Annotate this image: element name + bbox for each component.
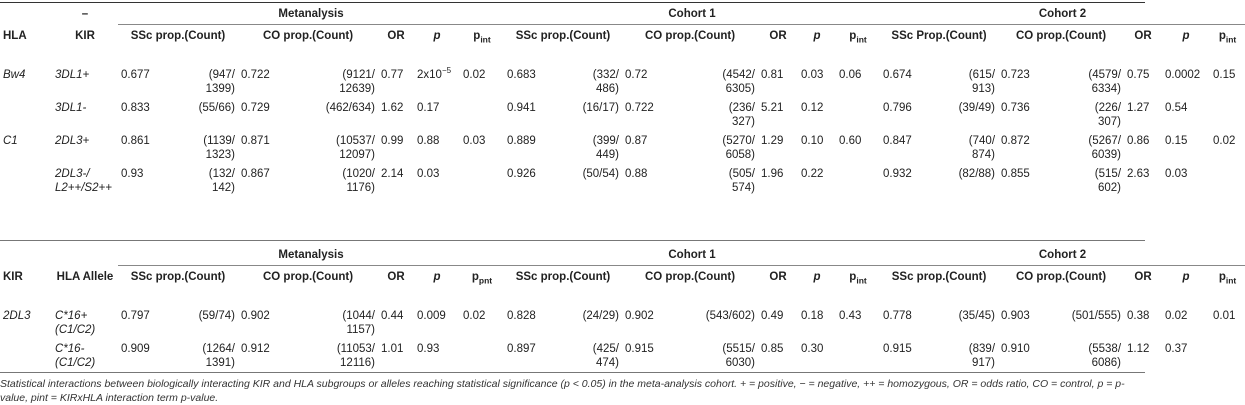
kir-cell: 3DL1- <box>55 101 87 114</box>
column-header-hla: HLA <box>3 29 27 42</box>
column-header-or: OR <box>387 271 405 283</box>
value-cell: 0.03 <box>801 68 824 81</box>
table-row <box>0 129 1245 162</box>
value-cell: 0.915 <box>883 342 912 355</box>
value-cell: 0.683 <box>507 68 536 81</box>
value-cell: 0.22 <box>801 167 824 180</box>
value-cell: 0.02 <box>1213 134 1236 147</box>
column-header-ssc: SSc prop.(Count) <box>130 30 226 42</box>
value-cell: 0.02 <box>1165 309 1188 322</box>
kir-cell: 3DL1+ <box>55 68 90 81</box>
value-cell: (39/49) <box>958 101 996 114</box>
column-header-or: OR <box>769 271 787 283</box>
table-row <box>0 337 1245 370</box>
value-cell: 0.912 <box>241 342 270 355</box>
value-cell: (462/634) <box>325 101 375 114</box>
value-cell: 0.926 <box>507 167 536 180</box>
column-header-co: CO prop.(Count) <box>1015 271 1107 283</box>
column-header-ssc: SSc prop.(Count) <box>891 271 987 283</box>
value-cell: 0.897 <box>507 342 536 355</box>
group-header-metanalysis: Metanalysis <box>118 4 504 25</box>
value-cell: 0.02 <box>463 68 486 81</box>
value-cell <box>1210 162 1245 195</box>
value-cell: (5267/ 6039) <box>1088 134 1122 161</box>
value-cell: 0.915 <box>625 342 654 355</box>
value-cell: 0.01 <box>1213 309 1236 322</box>
value-cell: 1.12 <box>1127 342 1150 355</box>
section-divider <box>0 240 1145 241</box>
column-header-co: CO prop.(Count) <box>644 30 736 42</box>
column-header-hla-allele: HLA Allele <box>56 270 114 283</box>
value-cell: (1139/ 1323) <box>203 134 235 161</box>
top-rule <box>0 2 1145 3</box>
group-header-cohort-2: Cohort 2 <box>880 245 1245 266</box>
value-cell: (16/17) <box>582 101 619 114</box>
value-cell: 1.96 <box>761 167 784 180</box>
value-cell: 0.49 <box>761 309 784 322</box>
column-header-kir: KIR <box>3 270 23 283</box>
value-cell <box>836 162 880 195</box>
table-hla-kir <box>0 4 1245 195</box>
column-header-pint: $p_{int}$ <box>849 271 867 286</box>
value-cell: 0.60 <box>839 134 862 147</box>
value-cell: (11053/ 12116) <box>336 342 375 369</box>
value-cell: 0.902 <box>625 309 654 322</box>
value-cell: 0.932 <box>883 167 912 180</box>
allele-cell: C*16- (C1/C2) <box>55 342 96 369</box>
value-cell: 0.871 <box>241 134 270 147</box>
value-cell: 0.796 <box>883 101 912 114</box>
value-cell: 0.729 <box>241 101 270 114</box>
value-cell: (399/ 449) <box>592 134 619 161</box>
value-cell: 1.01 <box>381 342 404 355</box>
value-cell: (1020/ 1176) <box>342 167 375 194</box>
value-cell: 0.15 <box>1165 134 1188 147</box>
kir-cell <box>0 337 52 370</box>
kir-cell: 2DL3 <box>3 309 31 322</box>
value-cell: (501/555) <box>1071 309 1122 322</box>
value-cell: (505/ 574) <box>728 167 755 194</box>
column-header-ssc: SSc Prop.(Count) <box>891 30 987 42</box>
value-cell: 0.03 <box>463 134 486 147</box>
bottom-rule <box>0 372 1145 373</box>
value-cell: 0.77 <box>381 68 404 81</box>
value-cell: 0.02 <box>463 309 486 322</box>
value-cell <box>460 162 504 195</box>
value-cell: 0.88 <box>625 167 648 180</box>
value-cell: (615/ 913) <box>968 68 996 95</box>
value-cell <box>1210 96 1245 129</box>
column-header-p: p <box>1182 271 1190 283</box>
column-header-kir: KIR <box>75 29 95 42</box>
value-cell: (5538/ 6086) <box>1088 342 1122 369</box>
column-header-ssc: SSc prop.(Count) <box>130 271 226 283</box>
value-cell: (5270/ 6058) <box>722 134 755 161</box>
column-header-or: OR <box>387 30 405 42</box>
column-header-p: p <box>433 30 441 42</box>
value-cell: 0.87 <box>625 134 648 147</box>
value-cell: 0.54 <box>1165 101 1188 114</box>
value-cell: (4579/ 6334) <box>1088 68 1122 95</box>
hla-cell <box>0 162 52 195</box>
column-header-p: p <box>813 30 821 42</box>
hla-cell: Bw4 <box>3 68 26 81</box>
value-cell: 0.736 <box>1001 101 1030 114</box>
group-header-cohort-1: Cohort 1 <box>504 245 880 266</box>
value-cell: 0.778 <box>883 309 912 322</box>
value-cell: 0.12 <box>801 101 824 114</box>
value-cell: 0.674 <box>883 68 912 81</box>
hla-cell: C1 <box>3 134 18 147</box>
group-header-cohort-2: Cohort 2 <box>880 4 1245 25</box>
value-cell: (1264/ 1391) <box>202 342 235 369</box>
column-header-pint: $p_{int}$ <box>473 30 491 45</box>
value-cell: 0.72 <box>625 68 648 81</box>
value-cell: 0.06 <box>839 68 862 81</box>
column-header-pint: $p_{int}$ <box>1218 271 1237 286</box>
column-header-p: p <box>433 271 441 283</box>
value-cell: 0.38 <box>1127 309 1150 322</box>
value-cell: (50/54) <box>582 167 619 180</box>
value-cell: 0.03 <box>417 167 440 180</box>
value-cell <box>460 337 504 370</box>
column-header-or: OR <box>1134 271 1152 283</box>
value-cell: 0.872 <box>1001 134 1030 147</box>
value-cell: (947/ 1399) <box>205 68 235 95</box>
value-cell: 0.723 <box>1001 68 1030 81</box>
column-header-p: p <box>1182 30 1190 42</box>
table-kir-allele <box>0 245 1245 370</box>
column-header-ssc: SSc prop.(Count) <box>515 271 611 283</box>
value-cell: 0.93 <box>121 167 144 180</box>
value-cell: (425/ 474) <box>592 342 619 369</box>
value-cell: 0.81 <box>761 68 784 81</box>
value-cell: 1.62 <box>381 101 404 114</box>
value-cell: 0.902 <box>241 309 270 322</box>
value-cell: (132/ 142) <box>208 167 235 194</box>
allele-cell: C*16+ (C1/C2) <box>55 309 96 336</box>
value-cell: 0.75 <box>1127 68 1150 81</box>
value-cell: (35/45) <box>958 309 996 322</box>
value-cell <box>836 337 880 370</box>
value-cell: (59/74) <box>198 309 235 322</box>
value-cell: (332/ 486) <box>592 68 619 95</box>
group-header-metanalysis: Metanalysis <box>118 245 504 266</box>
column-header-pint: $p_{int}$ <box>1218 30 1237 45</box>
value-cell: 0.941 <box>507 101 536 114</box>
value-cell: 0.88 <box>417 134 440 147</box>
value-cell: 0.722 <box>625 101 654 114</box>
value-cell: 1.27 <box>1127 101 1150 114</box>
value-cell: (24/29) <box>582 309 619 322</box>
value-cell: 0.17 <box>417 101 440 114</box>
kir-cell: 2DL3+ <box>55 134 90 147</box>
value-cell: 0.85 <box>761 342 784 355</box>
column-header-pint: $p_{int}$ <box>849 30 867 45</box>
value-cell: (543/602) <box>705 309 755 322</box>
value-cell: (5515/ 6030) <box>722 342 755 369</box>
value-cell: $2x10^{-5}$ <box>417 65 452 81</box>
column-header-co: CO prop.(Count) <box>262 271 354 283</box>
value-cell <box>836 96 880 129</box>
table-row <box>0 96 1245 129</box>
value-cell: 0.03 <box>1165 167 1188 180</box>
kir-cell: 2DL3-/ L2++/S2++ <box>55 167 112 194</box>
value-cell: (55/66) <box>198 101 235 114</box>
column-header-ppnt: $p_{pnt}$ <box>471 271 493 286</box>
value-cell: 0.909 <box>121 342 150 355</box>
value-cell: 0.30 <box>801 342 824 355</box>
value-cell: 0.0002 <box>1165 68 1201 81</box>
value-cell: 2.14 <box>381 167 404 180</box>
value-cell <box>460 96 504 129</box>
column-header-co: CO prop.(Count) <box>644 271 736 283</box>
value-cell: (10537/ 12097) <box>335 134 375 161</box>
hla-cell <box>0 96 52 129</box>
value-cell: (9121/ 12639) <box>339 68 375 95</box>
group-header-cohort-1: Cohort 1 <box>504 4 880 25</box>
value-cell: 0.37 <box>1165 342 1188 355</box>
value-cell: (839/ 917) <box>968 342 996 369</box>
value-cell: 0.889 <box>507 134 536 147</box>
table-footnote: Statistical interactions between biologically interacting KIR and HLA subgroups or alleles reaching statistical significance (p < 0.05) in the meta-analysis cohort. + = positive, − = negative, ++ = homozygous, OR = odds ratio, CO = control, p = p-value, pint = KIRxHLA interaction term p-value. <box>0 378 1125 404</box>
value-cell: (740/ 874) <box>968 134 996 161</box>
column-header-co: CO prop.(Count) <box>262 30 354 42</box>
value-cell: 1.29 <box>761 134 784 147</box>
value-cell: 0.867 <box>241 167 270 180</box>
exponent: −5 <box>441 65 452 75</box>
value-cell: 0.99 <box>381 134 404 147</box>
value-cell: 0.903 <box>1001 309 1030 322</box>
value-cell: (82/88) <box>958 167 996 180</box>
value-cell: 0.855 <box>1001 167 1030 180</box>
value-cell: 0.861 <box>121 134 150 147</box>
column-header-ssc: SSc prop.(Count) <box>515 30 611 42</box>
table-row <box>0 63 1245 96</box>
value-cell: 0.18 <box>801 309 824 322</box>
value-cell: 0.847 <box>883 134 912 147</box>
value-cell: 0.833 <box>121 101 150 114</box>
header-dash: – <box>81 8 89 21</box>
value-cell: 0.15 <box>1213 68 1236 81</box>
value-cell: 0.677 <box>121 68 150 81</box>
value-cell <box>1210 337 1245 370</box>
value-cell: (226/ 307) <box>1094 101 1122 128</box>
value-cell: 2.63 <box>1127 167 1150 180</box>
value-cell: 0.43 <box>839 309 862 322</box>
value-cell: (4542/ 6305) <box>722 68 755 95</box>
value-cell: 0.828 <box>507 309 536 322</box>
value-cell: 0.797 <box>121 309 150 322</box>
column-header-or: OR <box>1134 30 1152 42</box>
value-cell: 0.10 <box>801 134 824 147</box>
column-header-p: p <box>813 271 821 283</box>
value-cell: (515/ 602) <box>1094 167 1122 194</box>
value-cell: (236/ 327) <box>728 101 755 128</box>
table-row <box>0 162 1245 195</box>
value-cell: 0.44 <box>381 309 404 322</box>
value-cell: 5.21 <box>761 101 784 114</box>
column-header-or: OR <box>769 30 787 42</box>
value-cell: 0.93 <box>417 342 440 355</box>
value-cell: 0.009 <box>417 309 446 322</box>
table-row <box>0 304 1245 337</box>
value-cell: 0.86 <box>1127 134 1150 147</box>
column-header-co: CO prop.(Count) <box>1015 30 1107 42</box>
value-cell: 0.722 <box>241 68 270 81</box>
value-cell: 0.910 <box>1001 342 1030 355</box>
value-cell: (1044/ 1157) <box>342 309 375 336</box>
